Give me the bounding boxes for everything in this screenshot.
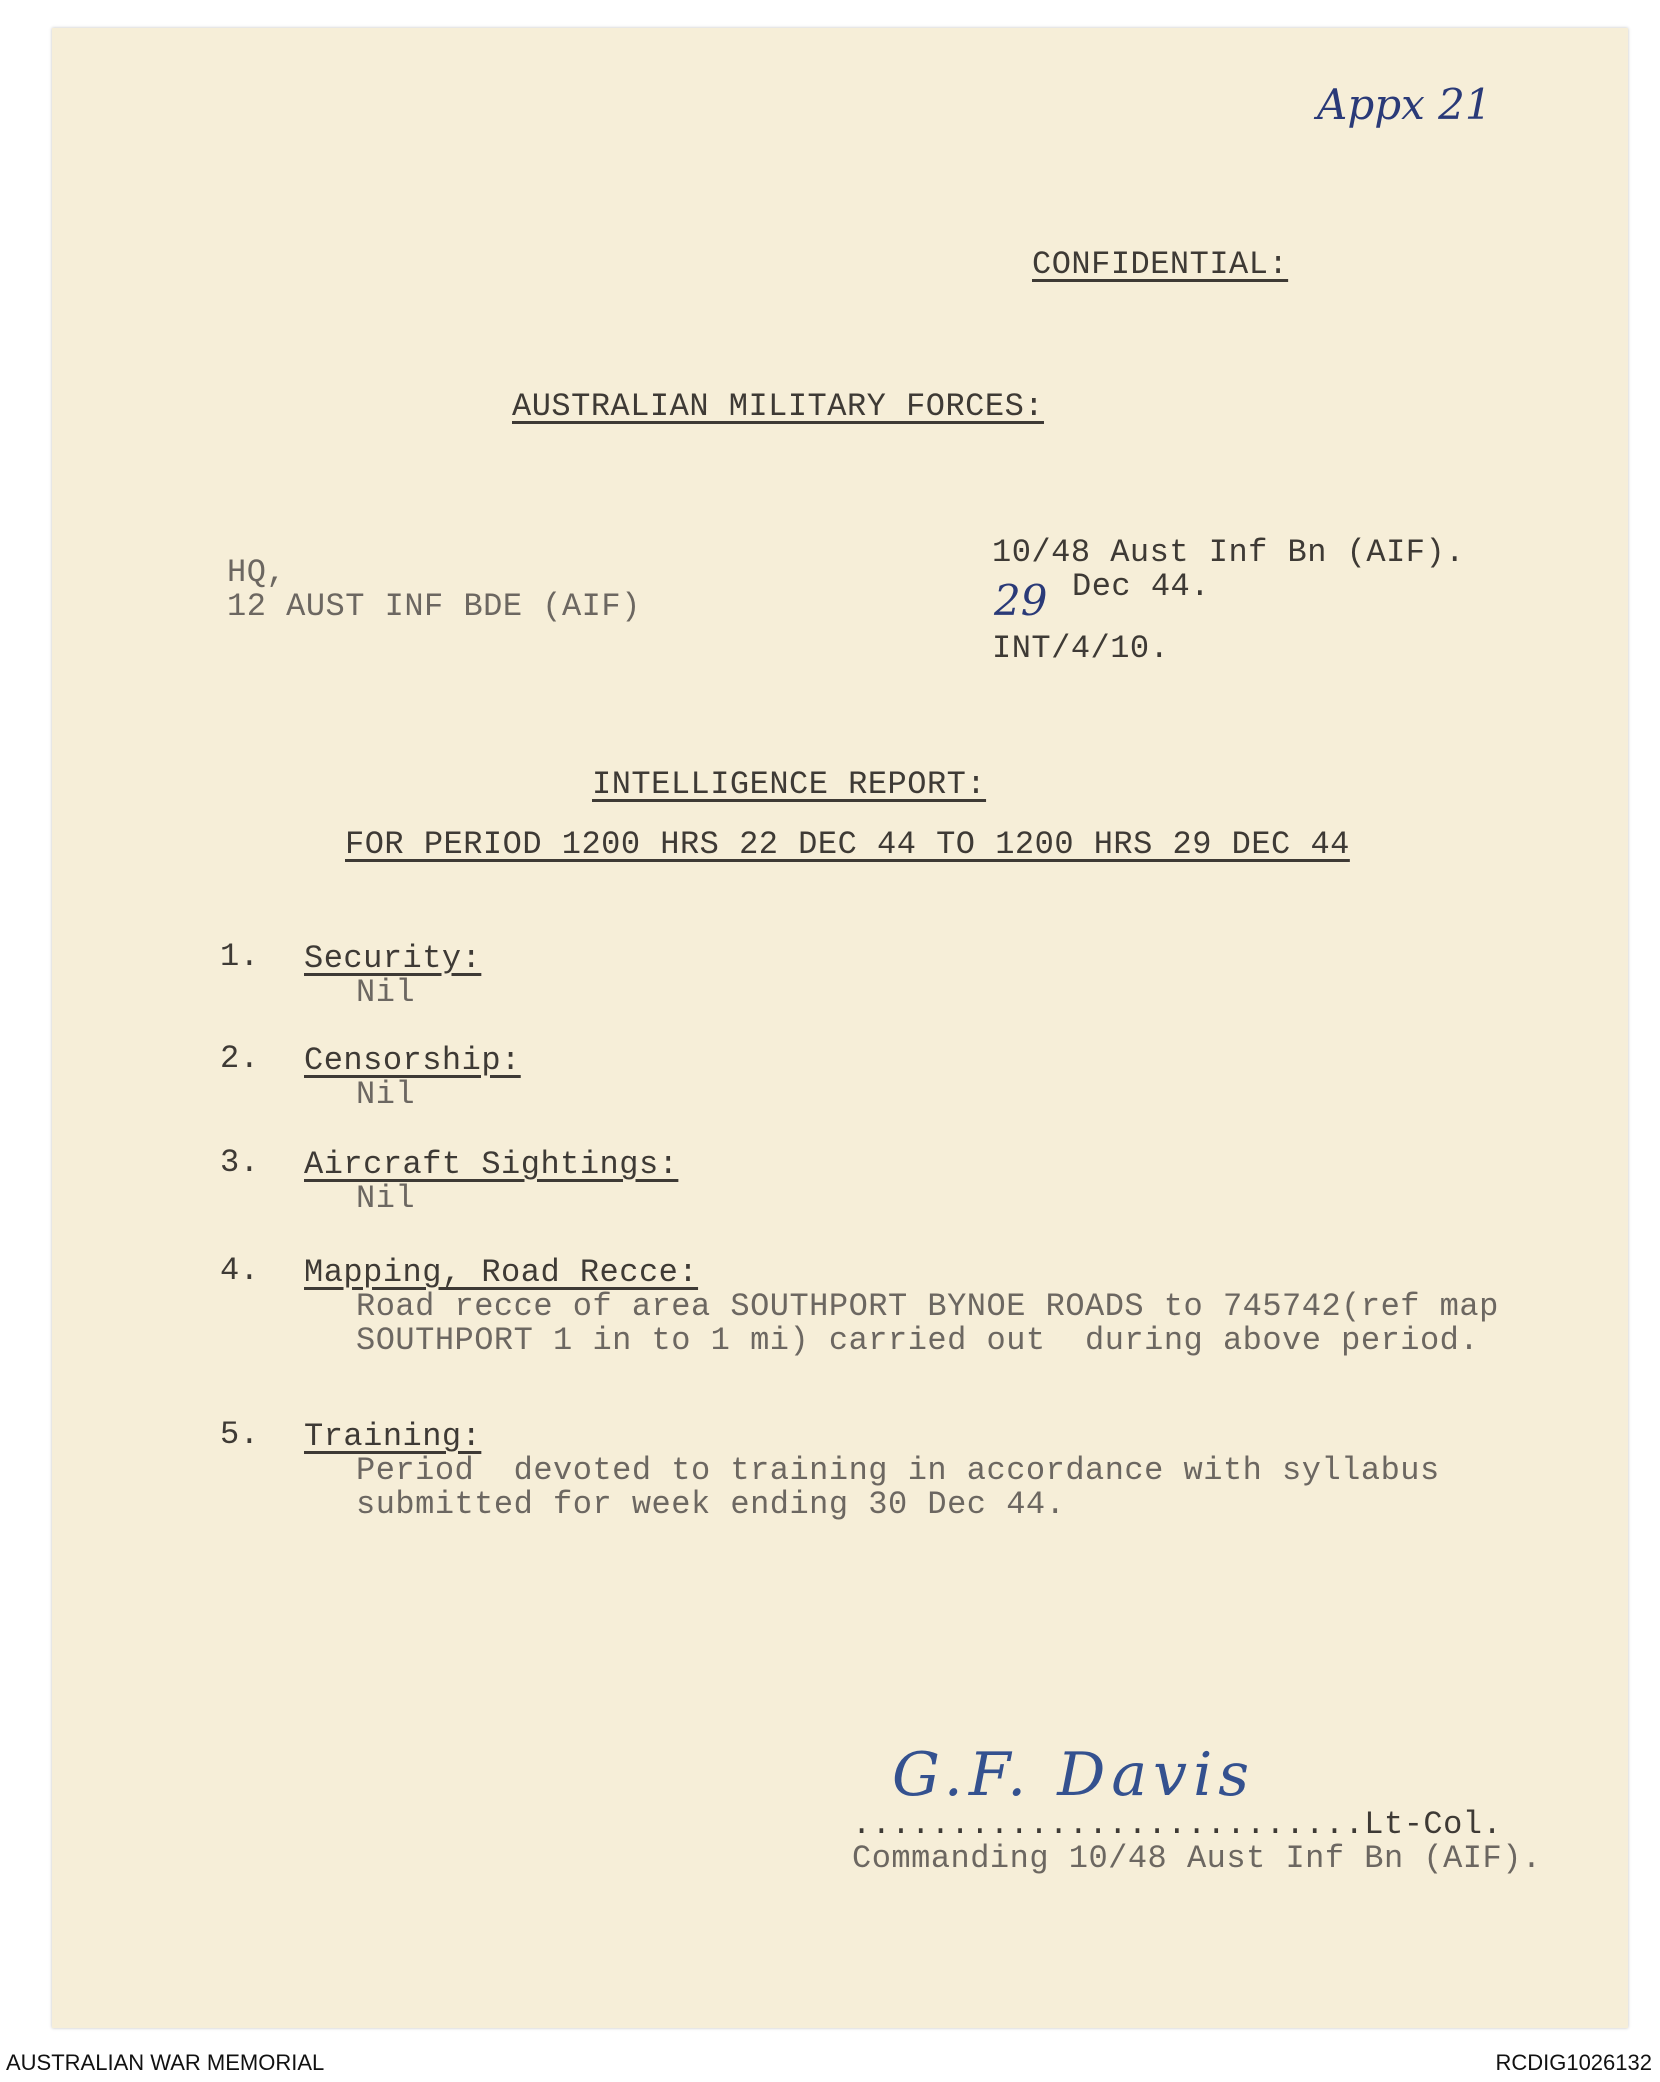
item-5-text-line-1: Period devoted to training in accordance with syllabus <box>356 1452 1440 1489</box>
forces-heading: AUSTRALIAN MILITARY FORCES: <box>512 388 1044 425</box>
footer-reference: RCDIG1026132 <box>1495 2050 1652 2075</box>
item-2-heading: Censorship: <box>304 1042 521 1079</box>
signatory-title: Commanding 10/48 Aust Inf Bn (AIF). <box>852 1840 1542 1877</box>
addressee-line-2: 12 AUST INF BDE (AIF) <box>227 588 641 625</box>
document-page <box>52 28 1628 2028</box>
item-2-number: 2. <box>220 1040 260 1077</box>
footer-source: AUSTRALIAN WAR MEMORIAL <box>6 2050 325 2075</box>
report-title: INTELLIGENCE REPORT: <box>592 766 987 803</box>
item-4-text-line-1: Road recce of area SOUTHPORT BYNOE ROADS to 745742(ref map <box>356 1288 1499 1325</box>
sender-reference: INT/4/10. <box>992 630 1170 667</box>
item-1-number: 1. <box>220 938 260 975</box>
item-5-number: 5. <box>220 1416 260 1453</box>
item-3-text: Nil <box>356 1180 416 1217</box>
item-4-text-line-2: SOUTHPORT 1 in to 1 mi) carried out during above period. <box>356 1322 1480 1359</box>
item-4-heading: Mapping, Road Recce: <box>304 1254 699 1291</box>
item-3-number: 3. <box>220 1144 260 1181</box>
item-5-heading: Training: <box>304 1418 482 1455</box>
item-1-text: Nil <box>356 974 416 1011</box>
sender-unit: 10/48 Aust Inf Bn (AIF). <box>992 534 1465 571</box>
item-4-number: 4. <box>220 1252 260 1289</box>
item-2-text: Nil <box>356 1076 416 1113</box>
appendix-annotation: Appx 21 <box>1317 80 1492 129</box>
item-5-text-line-2: submitted for week ending 30 Dec 44. <box>356 1486 1066 1523</box>
sender-date: Dec 44. <box>1072 568 1210 605</box>
item-1-heading: Security: <box>304 940 482 977</box>
addressee-line-1: HQ, <box>227 554 287 591</box>
item-3-heading: Aircraft Sightings: <box>304 1146 679 1183</box>
classification-heading: CONFIDENTIAL: <box>1032 246 1289 283</box>
report-period: FOR PERIOD 1200 HRS 22 DEC 44 TO 1200 HRS 29 DEC 44 <box>345 826 1350 863</box>
date-day-handwritten: 29 <box>994 576 1048 625</box>
handwritten-signature: G.F. Davis <box>892 1740 1256 1810</box>
signature-dots-line: ..........................Lt-Col. <box>852 1806 1503 1843</box>
